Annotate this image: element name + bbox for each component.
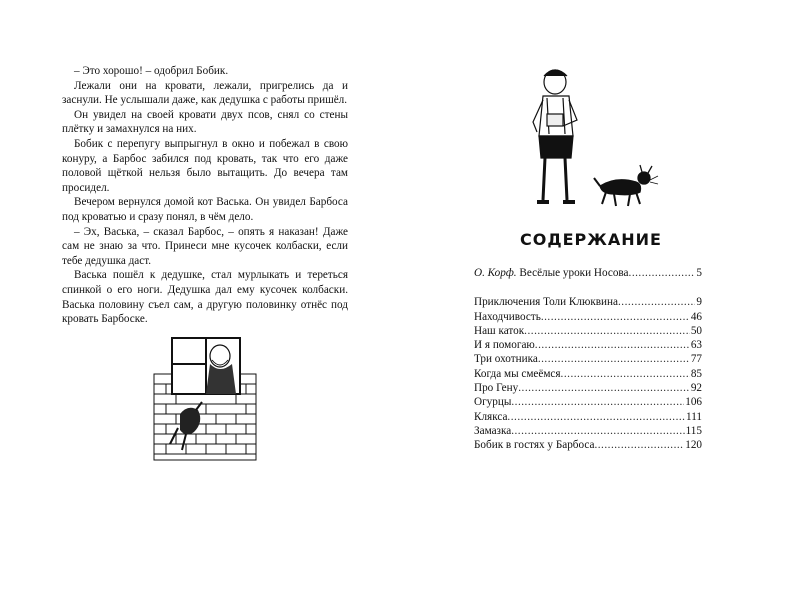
toc-leader-dots [524,324,690,338]
boy-illustration [523,66,593,216]
story-paragraph: Лежали они на кровати, лежали, пригрелись да и заснули. Не услышали даже, как дедушка с работы пришёл. [62,79,348,107]
toc-page-number: 5 [696,267,702,279]
toc-intro-row[interactable] [474,266,702,280]
toc-item[interactable] [474,338,702,352]
toc-item-title: Клякса [474,410,508,423]
toc-page-number: 115 [685,424,702,437]
toc-item[interactable] [474,324,702,338]
toc-leader-dots [518,381,690,395]
toc-page-number: 120 [685,439,702,452]
toc-item[interactable] [474,424,702,438]
toc-item[interactable] [474,410,702,424]
toc-item-title: Замазка [474,424,512,437]
toc-title: СОДЕРЖАНИЕ [520,230,662,249]
story-paragraph: – Это хорошо! – одобрил Бобик. [74,65,229,77]
toc-item-title: И я помогаю [474,339,535,352]
toc-intro-author: О. Корф. [474,267,517,279]
toc-page-number: 106 [685,396,702,409]
toc-item[interactable] [474,367,702,381]
toc-item-title: Бобик в гостях у Барбоса [474,439,595,452]
toc-page-number: 77 [690,353,702,366]
toc-item[interactable] [474,352,702,366]
toc-page-number: 9 [696,296,702,309]
toc-item-title: Огурцы [474,396,512,409]
toc-leader-dots [594,438,684,452]
toc-page-number: 63 [690,339,702,352]
toc-item-title: Про Гену [474,382,519,395]
story-paragraph: Бобик с перепугу выпрыгнул в окно и побежал в свою конуру, а Барбос забился под кровать, так что его даже половой щёткой нельзя было вытащить. До вечера там просидел. [62,137,348,194]
toc-page-number: 46 [690,310,702,323]
table-of-contents [474,266,702,453]
toc-page-number: 85 [690,367,702,380]
toc-item-title: Наш каток [474,324,525,337]
toc-leader-dots [561,367,690,381]
toc-page-number: 50 [690,324,702,337]
toc-item-title: Когда мы смеёмся [474,367,561,380]
toc-item-title: Находчивость [474,310,541,323]
toc-page-number: 111 [686,410,702,423]
toc-item[interactable] [474,438,702,452]
story-paragraph: Васька пошёл к дедушке, стал мурлыкать и тереться спинкой о его ноги. Дедушка дал ему кусочек колбаски. Васька половину съел сам, а другую половинку отнёс под кровать Барбоске. [62,269,348,326]
toc-leader-dots [538,352,690,366]
window-illustration [150,334,260,462]
toc-leader-dots [507,410,685,424]
dog-illustration [592,162,660,210]
story-paragraph: – Эх, Васька, – сказал Барбос, – опять я наказан! Даже сам не знаю за что. Принеси мне кусочек колбаски, если тебе дедушка даст. [62,225,348,267]
toc-item[interactable] [474,295,702,309]
toc-item[interactable] [474,381,702,395]
toc-item[interactable] [474,395,702,409]
toc-item-title: Три охотника [474,353,538,366]
toc-item-title: Приключения Толи Клюквина [474,296,618,309]
toc-leader-dots [618,295,695,309]
toc-item[interactable] [474,310,702,324]
toc-leader-dots [511,395,684,409]
toc-leader-dots [511,424,684,438]
story-text [62,64,348,327]
toc-leader-dots [629,266,696,280]
story-paragraph: Он увидел на своей кровати двух псов, снял со стены плётку и замахнулся на них. [62,108,348,136]
toc-intro-title: Весёлые уроки Носова [519,267,629,279]
toc-leader-dots [541,310,690,324]
toc-leader-dots [535,338,690,352]
story-paragraph: Вечером вернулся домой кот Васька. Он увидел Барбоса под кроватью и сразу понял, в чём дело. [62,196,348,223]
toc-page-number: 92 [690,382,702,395]
